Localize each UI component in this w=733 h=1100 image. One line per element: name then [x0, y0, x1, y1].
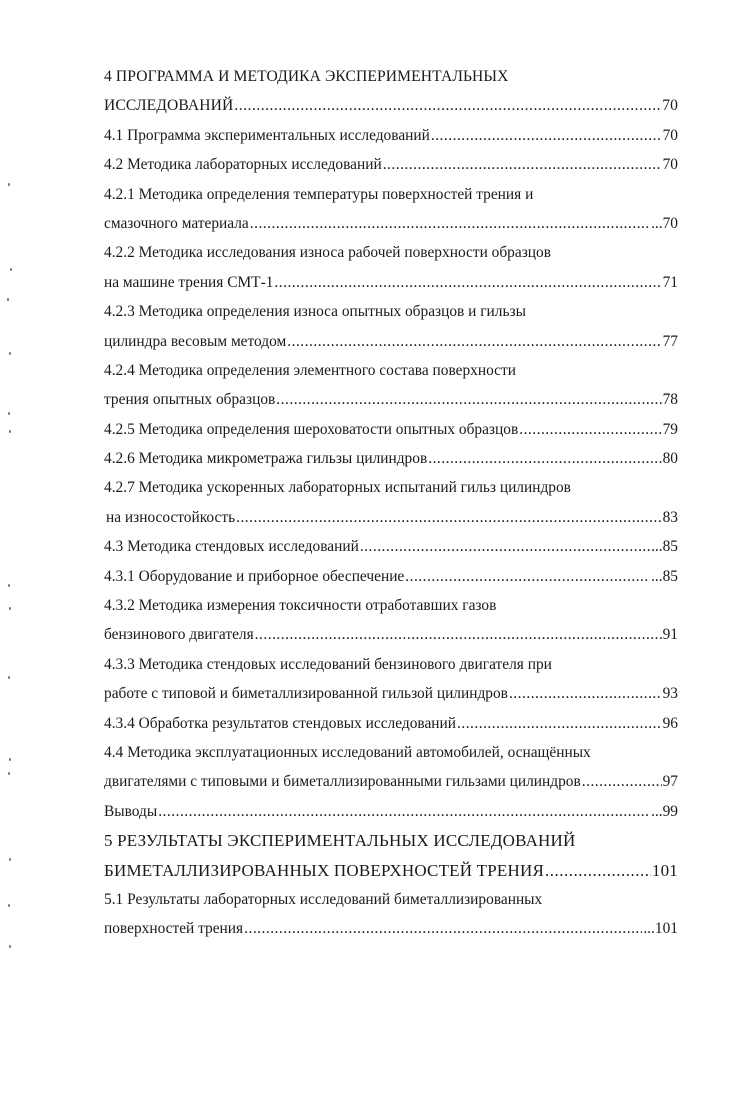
toc-leader-dots	[431, 121, 662, 150]
toc-entry-title: двигателями с типовыми и биметаллизированными гильзами цилиндров	[104, 773, 581, 791]
toc-leader-dots	[287, 327, 661, 356]
scan-speck	[8, 183, 10, 186]
toc-entry-title: 4.3.4 Обработка результатов стендовых исследований	[104, 714, 456, 732]
toc-entry	[104, 738, 678, 767]
toc-entry	[104, 209, 678, 238]
toc-entry	[104, 356, 678, 385]
toc-entry	[104, 62, 678, 91]
scan-speck	[9, 945, 11, 948]
scan-speck	[9, 758, 11, 761]
scan-speck	[9, 858, 11, 861]
toc-leader-dots	[428, 444, 661, 473]
toc-entry-title: 4.3.1 Оборудование и приборное обеспечение	[104, 567, 405, 585]
toc-page-number: 96	[662, 714, 678, 732]
toc-entry-title: 4.3.2 Методика измерения токсичности отработавших газов	[104, 597, 497, 615]
toc-entry	[104, 473, 678, 502]
scan-speck	[8, 676, 10, 679]
toc-page-number: 91	[662, 626, 678, 644]
scan-speck	[9, 430, 11, 433]
toc-entry-title: смазочного материала	[104, 214, 249, 232]
scan-speck	[10, 268, 12, 271]
toc-entry	[104, 826, 678, 855]
toc-entry	[104, 91, 678, 120]
toc-leader-dots	[545, 856, 651, 885]
toc-page-number: ...99	[651, 802, 678, 820]
toc-entry	[104, 620, 678, 649]
toc-leader-dots	[383, 150, 662, 179]
toc-entry	[104, 385, 678, 414]
toc-leader-dots	[457, 709, 662, 738]
toc-entry	[104, 121, 678, 150]
toc-page-number: ...85	[651, 538, 678, 556]
toc-entry-title: на износостойкость	[106, 508, 236, 526]
scan-speck	[8, 412, 10, 415]
toc-entry-title: трения опытных образцов	[104, 391, 276, 409]
scan-speck	[9, 607, 11, 610]
toc-leader-dots	[234, 91, 661, 120]
toc-page-number: 80	[662, 450, 678, 468]
toc-entry	[104, 327, 678, 356]
toc-entry-title: 4.4 Методика эксплуатационных исследований автомобилей, оснащённых	[104, 743, 591, 761]
toc-leader-dots	[405, 562, 650, 591]
toc-entry-title: 4.2.6 Методика микрометража гильзы цилиндров	[104, 450, 428, 468]
toc-entry	[104, 709, 678, 738]
toc-entry	[104, 532, 678, 561]
toc-page-number: 71	[662, 273, 678, 291]
toc-entry	[104, 767, 678, 796]
toc-entry	[104, 562, 678, 591]
toc-page-number: ...70	[651, 214, 678, 232]
toc-entry-title: 4.2.5 Методика определения шероховатости опытных образцов	[104, 420, 519, 438]
table-of-contents	[104, 62, 678, 944]
toc-entry-title: 5 РЕЗУЛЬТАТЫ ЭКСПЕРИМЕНТАЛЬНЫХ ИССЛЕДОВАНИЙ	[104, 831, 576, 851]
toc-entry-title: 4.2.2 Методика исследования износа рабочей поверхности образцов	[104, 244, 551, 262]
toc-entry	[104, 885, 678, 914]
toc-entry-title: 4.2.7 Методика ускоренных лабораторных испытаний гильз цилиндров	[104, 479, 571, 497]
toc-entry-title: Выводы	[104, 802, 158, 820]
toc-page-number: ...85	[651, 567, 678, 585]
toc-leader-dots	[276, 385, 661, 414]
toc-entry-title: 5.1 Результаты лабораторных исследований биметаллизированных	[104, 890, 543, 908]
toc-leader-dots	[582, 767, 662, 796]
toc-entry	[104, 444, 678, 473]
toc-entry	[104, 268, 678, 297]
toc-page-number: ...101	[643, 920, 678, 938]
toc-page-number: 97	[662, 773, 678, 791]
toc-entry-title: БИМЕТАЛЛИЗИРОВАННЫХ ПОВЕРХНОСТЕЙ ТРЕНИЯ	[104, 860, 544, 880]
toc-entry-title: 4.2 Методика лабораторных исследований	[104, 156, 382, 174]
toc-entry	[104, 238, 678, 267]
toc-entry	[104, 914, 678, 943]
toc-entry-title: 4.2.1 Методика определения температуры поверхностей трения и	[104, 185, 534, 203]
toc-leader-dots	[519, 415, 661, 444]
toc-leader-dots	[255, 620, 662, 649]
scan-speck	[8, 584, 10, 587]
toc-page-number: 78	[662, 391, 678, 409]
toc-page-number: 101	[651, 860, 678, 880]
toc-page-number: 70	[662, 156, 678, 174]
toc-leader-dots	[274, 268, 661, 297]
toc-entry	[104, 856, 678, 885]
toc-entry-title: ИССЛЕДОВАНИЙ	[104, 97, 234, 115]
toc-entry-title: 4 ПРОГРАММА И МЕТОДИКА ЭКСПЕРИМЕНТАЛЬНЫХ	[104, 68, 509, 85]
toc-entry	[104, 591, 678, 620]
toc-leader-dots	[158, 797, 650, 826]
toc-page-number: 70	[662, 126, 678, 144]
toc-leader-dots	[360, 532, 650, 561]
toc-entry	[104, 297, 678, 326]
toc-entry-title: на машине трения СМТ-1	[104, 273, 274, 291]
toc-page-number: 93	[662, 685, 678, 703]
toc-entry-title: поверхностей трения	[104, 920, 244, 938]
toc-entry-title: работе с типовой и биметаллизированной гильзой цилиндров	[104, 685, 508, 703]
toc-entry-title: бензинового двигателя	[104, 626, 254, 644]
toc-page-number: 79	[662, 420, 678, 438]
toc-leader-dots	[236, 503, 662, 532]
toc-entry-title: 4.2.4 Методика определения элементного состава поверхности	[104, 361, 516, 379]
scan-speck	[8, 772, 10, 775]
toc-page-number: 77	[662, 332, 678, 350]
toc-entry-title: 4.3.3 Методика стендовых исследований бензинового двигателя при	[104, 655, 552, 673]
scan-speck	[8, 904, 10, 907]
toc-entry-title: 4.2.3 Методика определения износа опытных образцов и гильзы	[104, 303, 526, 321]
toc-leader-dots	[509, 679, 662, 708]
toc-leader-dots	[250, 209, 650, 238]
toc-entry	[104, 150, 678, 179]
toc-page-number: 83	[662, 508, 678, 526]
toc-entry	[104, 650, 678, 679]
toc-entry	[104, 415, 678, 444]
toc-entry	[104, 503, 678, 532]
toc-page-number: 70	[662, 97, 678, 115]
toc-leader-dots	[244, 914, 642, 943]
toc-entry	[104, 797, 678, 826]
toc-entry-title: 4.1 Программа экспериментальных исследований	[104, 126, 430, 144]
toc-entry-title: цилиндра весовым методом	[104, 332, 287, 350]
toc-entry	[104, 679, 678, 708]
toc-entry-title: 4.3 Методика стендовых исследований	[104, 538, 359, 556]
toc-entry	[104, 180, 678, 209]
scan-speck	[7, 298, 9, 301]
scan-speck	[9, 352, 11, 355]
